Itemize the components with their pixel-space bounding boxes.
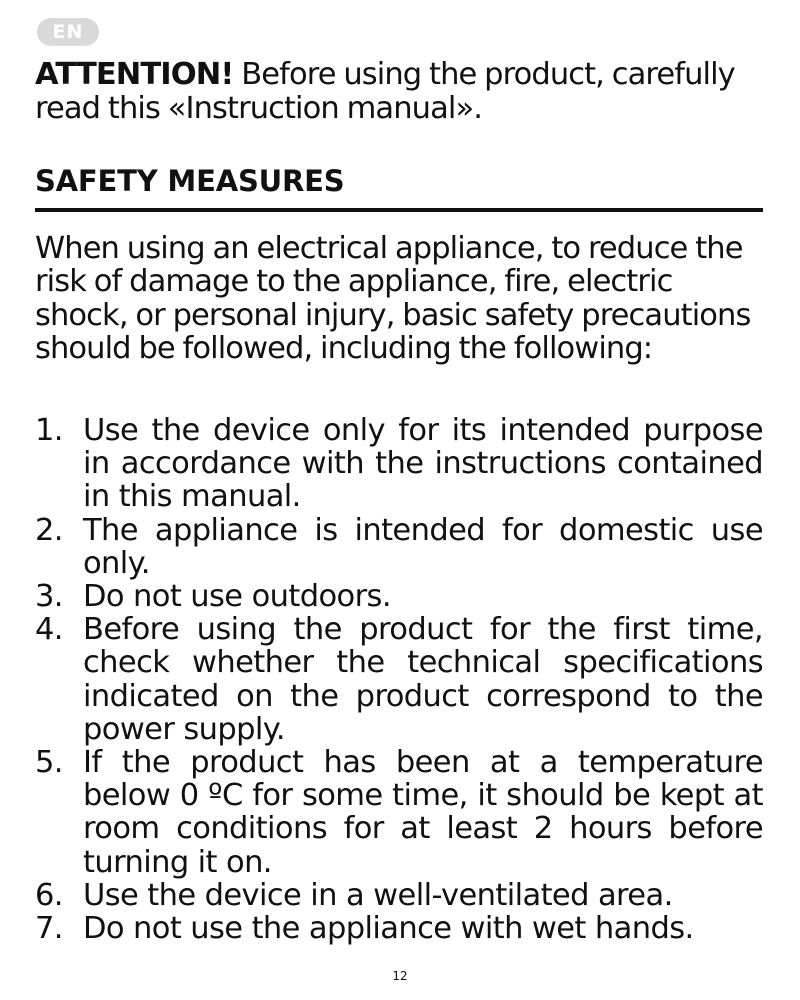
safety-list [35,414,763,945]
section-divider [35,208,763,212]
list-item-text: Before using the product for the first time, check whether the technical specifications indicated on the product correspond to the power supply. [83,612,763,747]
list-item-text: Do not use the appliance with wet hands. [83,911,694,947]
list-item [35,746,763,879]
list-item-text: If the product has been at a temperature below 0 ºC for some time, it should be kept at room conditions for at least 2 hours before turning it on. [83,745,763,880]
list-item-number: 1. [35,413,63,448]
list-item-number: 4. [35,612,63,648]
list-item-number: 6. [35,877,63,913]
list-item [35,514,763,580]
attention-text: Before using the product, carefully read this «Instruction manual». [35,57,735,126]
attention-notice [35,58,765,126]
language-badge: EN [37,18,99,46]
list-item [35,879,763,912]
list-item [35,912,763,945]
page-number: 12 [392,969,408,983]
list-item [35,580,763,613]
list-item-text: Use the device only for its intended purpose in accordance with the instructions contained in this manual. [83,413,763,515]
list-item-number: 7. [35,911,63,947]
list-item-number: 5. [35,745,63,781]
intro-paragraph: When using an electrical appliance, to reduce the risk of damage to the appliance, fire, electric shock, or personal injury, basic safety precautions should be followed, including the following: [35,231,751,367]
list-item-number: 3. [35,579,63,615]
list-item-text: Do not use outdoors. [83,579,391,615]
list-item-text: The appliance is intended for domestic use only. [83,512,763,581]
list-item [35,414,763,514]
list-item [35,613,763,746]
list-item-number: 2. [35,512,63,548]
attention-label: ATTENTION! [35,57,234,92]
list-item-text: Use the device in a well-ventilated area. [83,877,673,913]
section-title: SAFETY MEASURES [35,164,345,198]
